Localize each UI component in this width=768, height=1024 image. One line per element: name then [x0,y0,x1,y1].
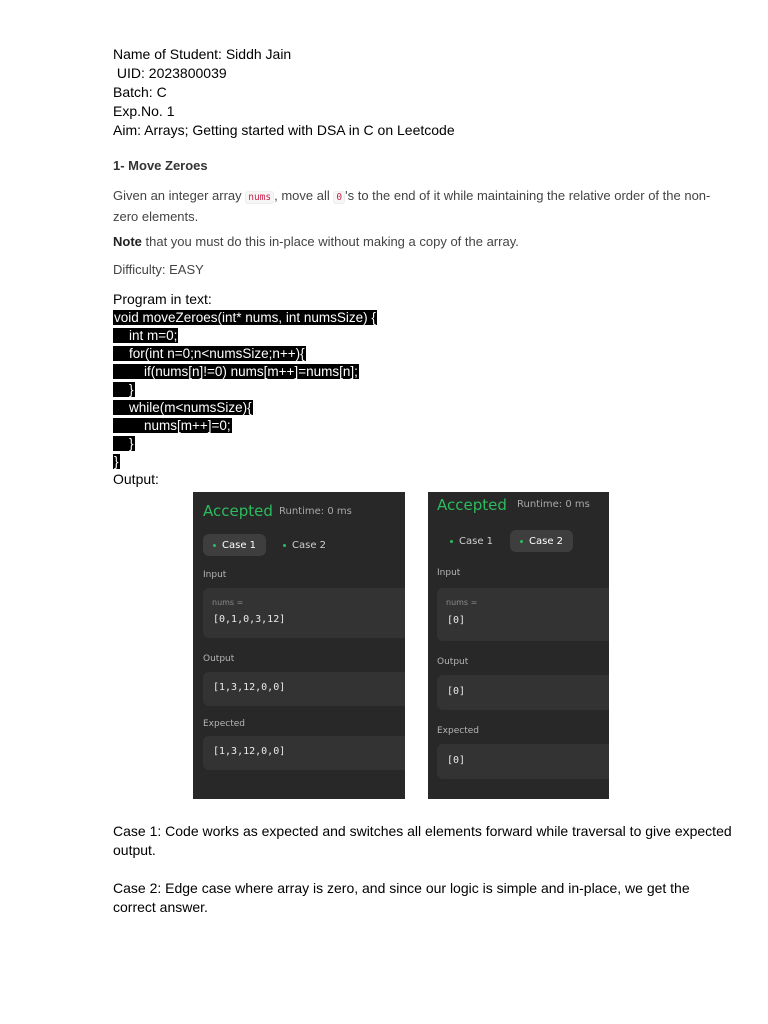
tab-case-1[interactable]: Case 1 [203,534,266,556]
dot-icon [283,544,286,547]
code-line: int m=0; [114,328,178,343]
output-label: Output: [113,471,159,487]
desc-text-3: 's to the end of it while maintaining the relative order of the non-zero elements. [113,188,711,224]
accepted-status: Accepted [437,496,507,514]
desc-text-2: , move all [274,188,334,203]
note-bold: Note [113,234,142,249]
accepted-status: Accepted [203,502,273,520]
dot-icon [213,544,216,547]
leetcode-result-panel-case-1 [193,492,405,799]
expected-value: [1,3,12,0,0] [213,746,286,757]
experiment-number: Exp.No. 1 [113,103,175,119]
dot-icon [520,540,523,543]
student-name: Name of Student: Siddh Jain [113,46,292,62]
expected-label: Expected [437,726,479,736]
dot-icon [450,540,453,543]
program-label: Program in text: [113,291,212,307]
output-section-label: Output [203,654,235,664]
output-value: [0] [447,686,466,697]
code-line: void moveZeroes(int* nums, int numsSize) { [114,310,376,325]
student-header [113,45,455,140]
var-label: nums = [446,598,478,607]
expected-value: [0] [447,755,466,766]
runtime: Runtime: 0 ms [517,499,590,510]
input-value: [0] [447,615,466,626]
input-label: Input [437,568,461,578]
output-value: [1,3,12,0,0] [213,682,286,693]
batch: Batch: C [113,84,167,100]
case-1-conclusion: Case 1: Code works as expected and switches all elements forward while traversal to give expected output. [113,823,732,858]
code-line: } [114,382,134,397]
code-line: for(int n=0;n<numsSize;n++){ [114,346,305,361]
var-label: nums = [212,598,244,607]
problem-description [113,186,713,226]
aim: Aim: Arrays; Getting started with DSA in C on Leetcode [113,122,455,138]
case-2-conclusion: Case 2: Edge case where array is zero, and since our logic is simple and in-place, we get the correct answer. [113,880,690,915]
code-line: nums[m++]=0; [114,418,231,433]
code-line: } [114,436,134,451]
note-text: that you must do this in-place without making a copy of the array. [141,234,519,249]
difficulty: Difficulty: EASY [113,262,204,277]
output-box [437,675,609,710]
problem-title: 1- Move Zeroes [113,158,208,173]
expected-box [203,736,405,770]
inline-code-nums: nums [245,191,274,204]
expected-box [437,744,609,779]
runtime: Runtime: 0 ms [279,506,352,517]
inline-code-zero: 0 [333,191,345,204]
code-line: while(m<numsSize){ [114,400,252,415]
desc-text-1: Given an integer array [113,188,246,203]
code-block [113,309,377,471]
input-label: Input [203,570,227,580]
tab-case-2[interactable]: Case 2 [510,530,573,552]
expected-label: Expected [203,719,245,729]
tab-case-2[interactable]: Case 2 [273,534,336,556]
input-box [203,588,405,638]
student-uid: UID: 2023800039 [113,65,227,81]
code-line: } [114,454,119,469]
tab-case-1[interactable]: Case 1 [440,530,503,552]
output-box [203,672,405,706]
input-value: [0,1,0,3,12] [213,614,286,625]
input-box [437,588,609,641]
code-line: if(nums[n]!=0) nums[m++]=nums[n]; [114,364,358,379]
output-section-label: Output [437,657,469,667]
problem-note [113,234,519,249]
leetcode-result-panel-case-2 [428,492,609,799]
